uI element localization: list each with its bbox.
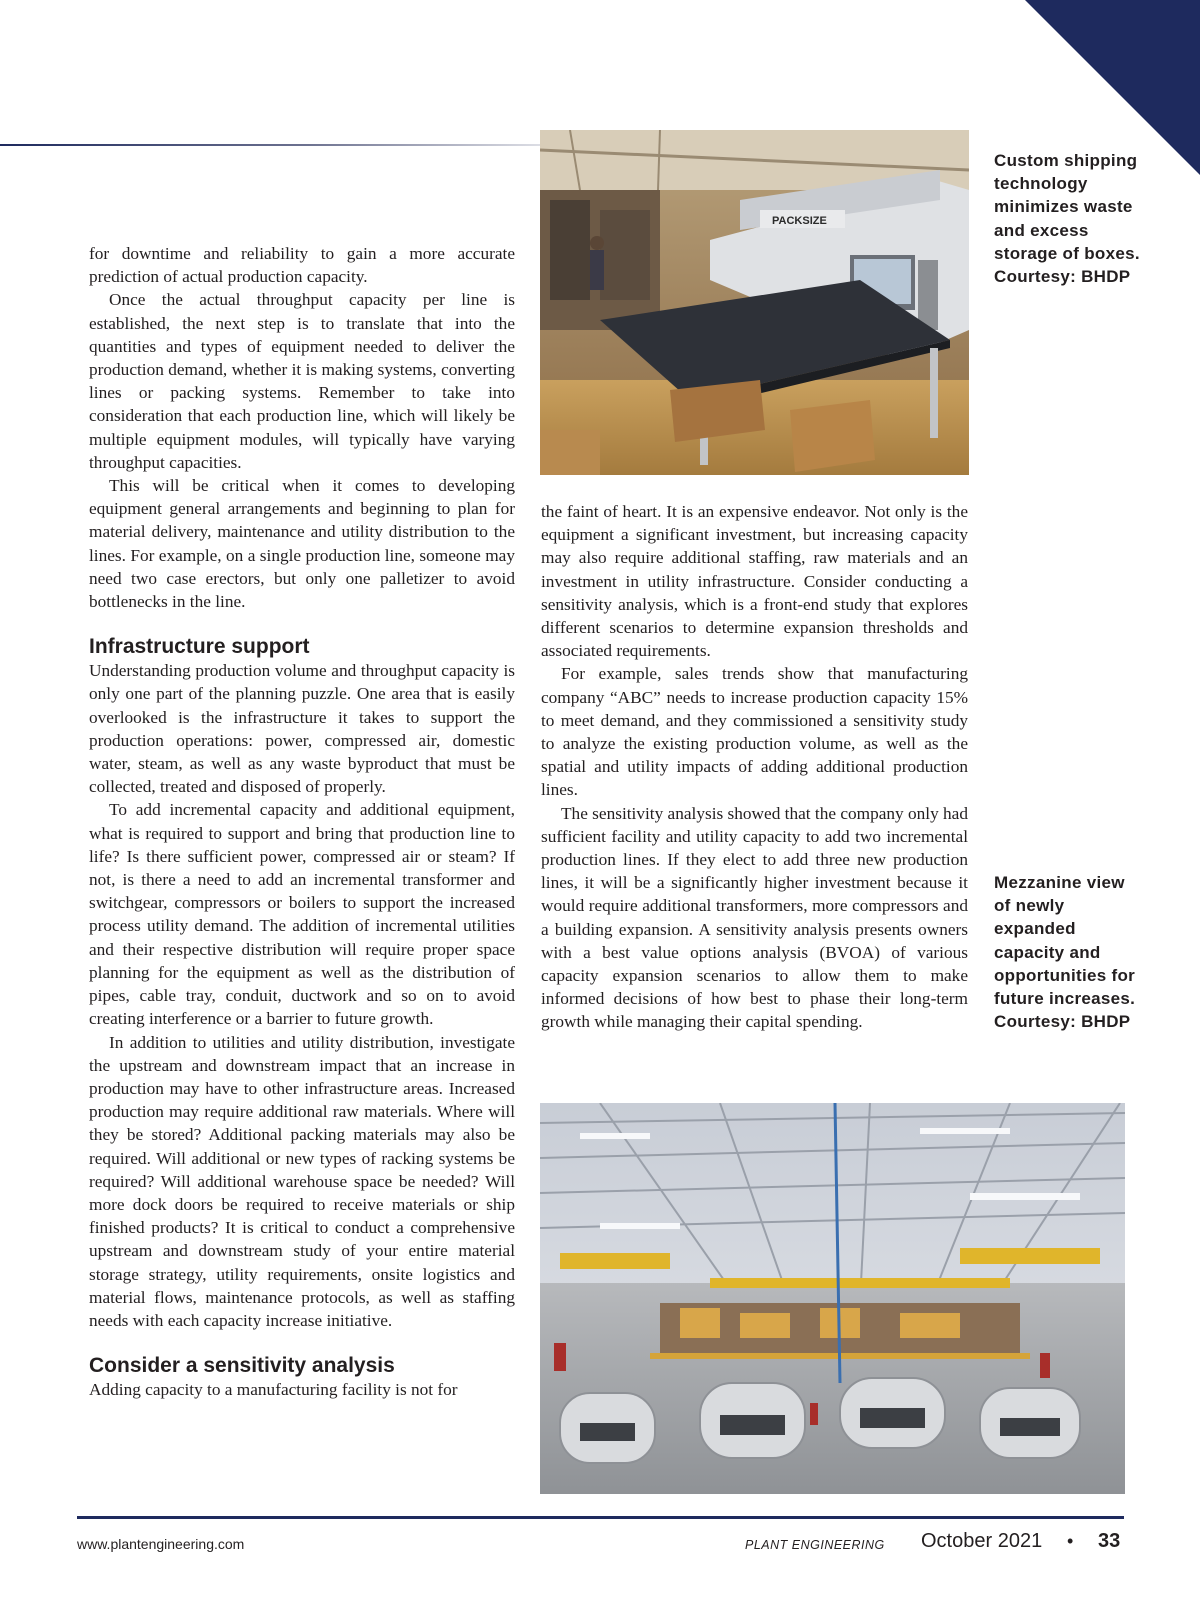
footer-website-url[interactable]: www.plantengineering.com [77,1536,245,1552]
footer-separator: • [1067,1531,1074,1551]
paragraph: In addition to utilities and utility distribution, investigate the upstream and downstream impact that an increase in production may have to other infrastructure areas. Increased production may require additional raw materials. Where will they be stored? Additional packing materials may also be required. Will additional or new types of racking systems be required? Will additional warehouse space be needed? Will more dock doors be required to receive materials or ship finished products? It is critical to conduct a comprehensive upstream and downstream study of your entire material storage strategy, utility requirements, onsite logistics and material flows, maintenance protocols, as well as staffing needs with each capacity increase initiative. [89,1032,515,1330]
section-heading: Infrastructure support [89,635,310,659]
photo-caption-bottom: Mezzanine view of newly expanded capacity and opportunities for future increases. Courtesy: BHDP [994,873,1136,1032]
photo-mezzanine-view [540,1103,1125,1494]
paragraph: To add incremental capacity and additional equipment, what is required to support and bring that production line to life? Is there sufficient power, compressed air or steam? If not, is there a need to add an incremental transformer and switchgear, compressors or boilers to support the increased process utility demand. The addition of incremental utilities and their respective distribution will require proper space planning for the equipment as well as the distribution of pipes, cable tray, conduit, ductwork and so on to avoid creating interference or a barrier to future growth. [89,800,515,1029]
footer-rule [77,1516,1124,1519]
section-heading: Consider a sensitivity analysis [89,1354,395,1378]
paragraph: For example, sales trends show that manufacturing company “ABC” needs to increase production capacity 15% to meet demand, and they commissioned a sensitivity study to analyze the existing production volume, as well as the spatial and utility impacts of adding additional production lines. [541,664,968,800]
top-rule [0,144,560,146]
article-middle-column [541,500,968,1034]
paragraph: This will be critical when it comes to developing equipment general arrangements and beginning to plan for material delivery, maintenance and utility distribution to the lines. For example, on a single production line, someone may need two case erectors, but only one palletizer to avoid bottlenecks in the line. [89,476,515,612]
paragraph: The sensitivity analysis showed that the company only had sufficient facility and utility capacity to add two incremental production lines. If they elect to add three new production lines, it will be a significantly higher investment because it would require additional transformers, more compressors and a building expansion. A sensitivity analysis presents owners with a best value options analysis (BVOA) of various capacity expansion scenarios to allow them to make informed decisions of how best to phase their long-term growth while managing their capital spending. [541,803,968,1032]
footer-issue-date: October 2021 [921,1530,1043,1552]
paragraph: for downtime and reliability to gain a more accurate prediction of actual production capacity. [89,244,515,287]
paragraph: Once the actual throughput capacity per line is established, the next step is to translate that into the quantities and types of equipment needed to deliver the production demand, whether it is making systems, converting lines or packing systems. Remember to take into consideration that each production line, which will likely be multiple equipment modules, will typically have varying throughput capacities. [89,290,515,472]
photo-packaging-machine [540,130,969,475]
paragraph: the faint of heart. It is an expensive endeavor. Not only is the equipment a significant investment, but increasing capacity may also require additional staffing, raw materials and an investment in utility infrastructure. Consider conducting a sensitivity analysis, which is a front-end study that explores different scenarios to determine expansion thresholds and associated requirements. [541,502,968,661]
footer-publication-name: PLANT ENGINEERING [745,1538,885,1552]
photo-caption-top: Custom shipping technology minimizes waste and excess storage of boxes. Courtesy: BHDP [994,151,1140,287]
page-number: 33 [1098,1530,1121,1552]
paragraph: Understanding production volume and throughput capacity is only one part of the planning puzzle. One area that is easily overlooked is the infrastructure it takes to support the production operations: power, compressed air, domestic water, steam, as well as any waste byproduct that must be collected, treated and disposed of properly. [89,661,515,797]
paragraph: Adding capacity to a manufacturing facility is not for [89,1380,458,1400]
packsize-sign-text: PACKSIZE [772,215,827,227]
article-left-column [89,242,515,1401]
